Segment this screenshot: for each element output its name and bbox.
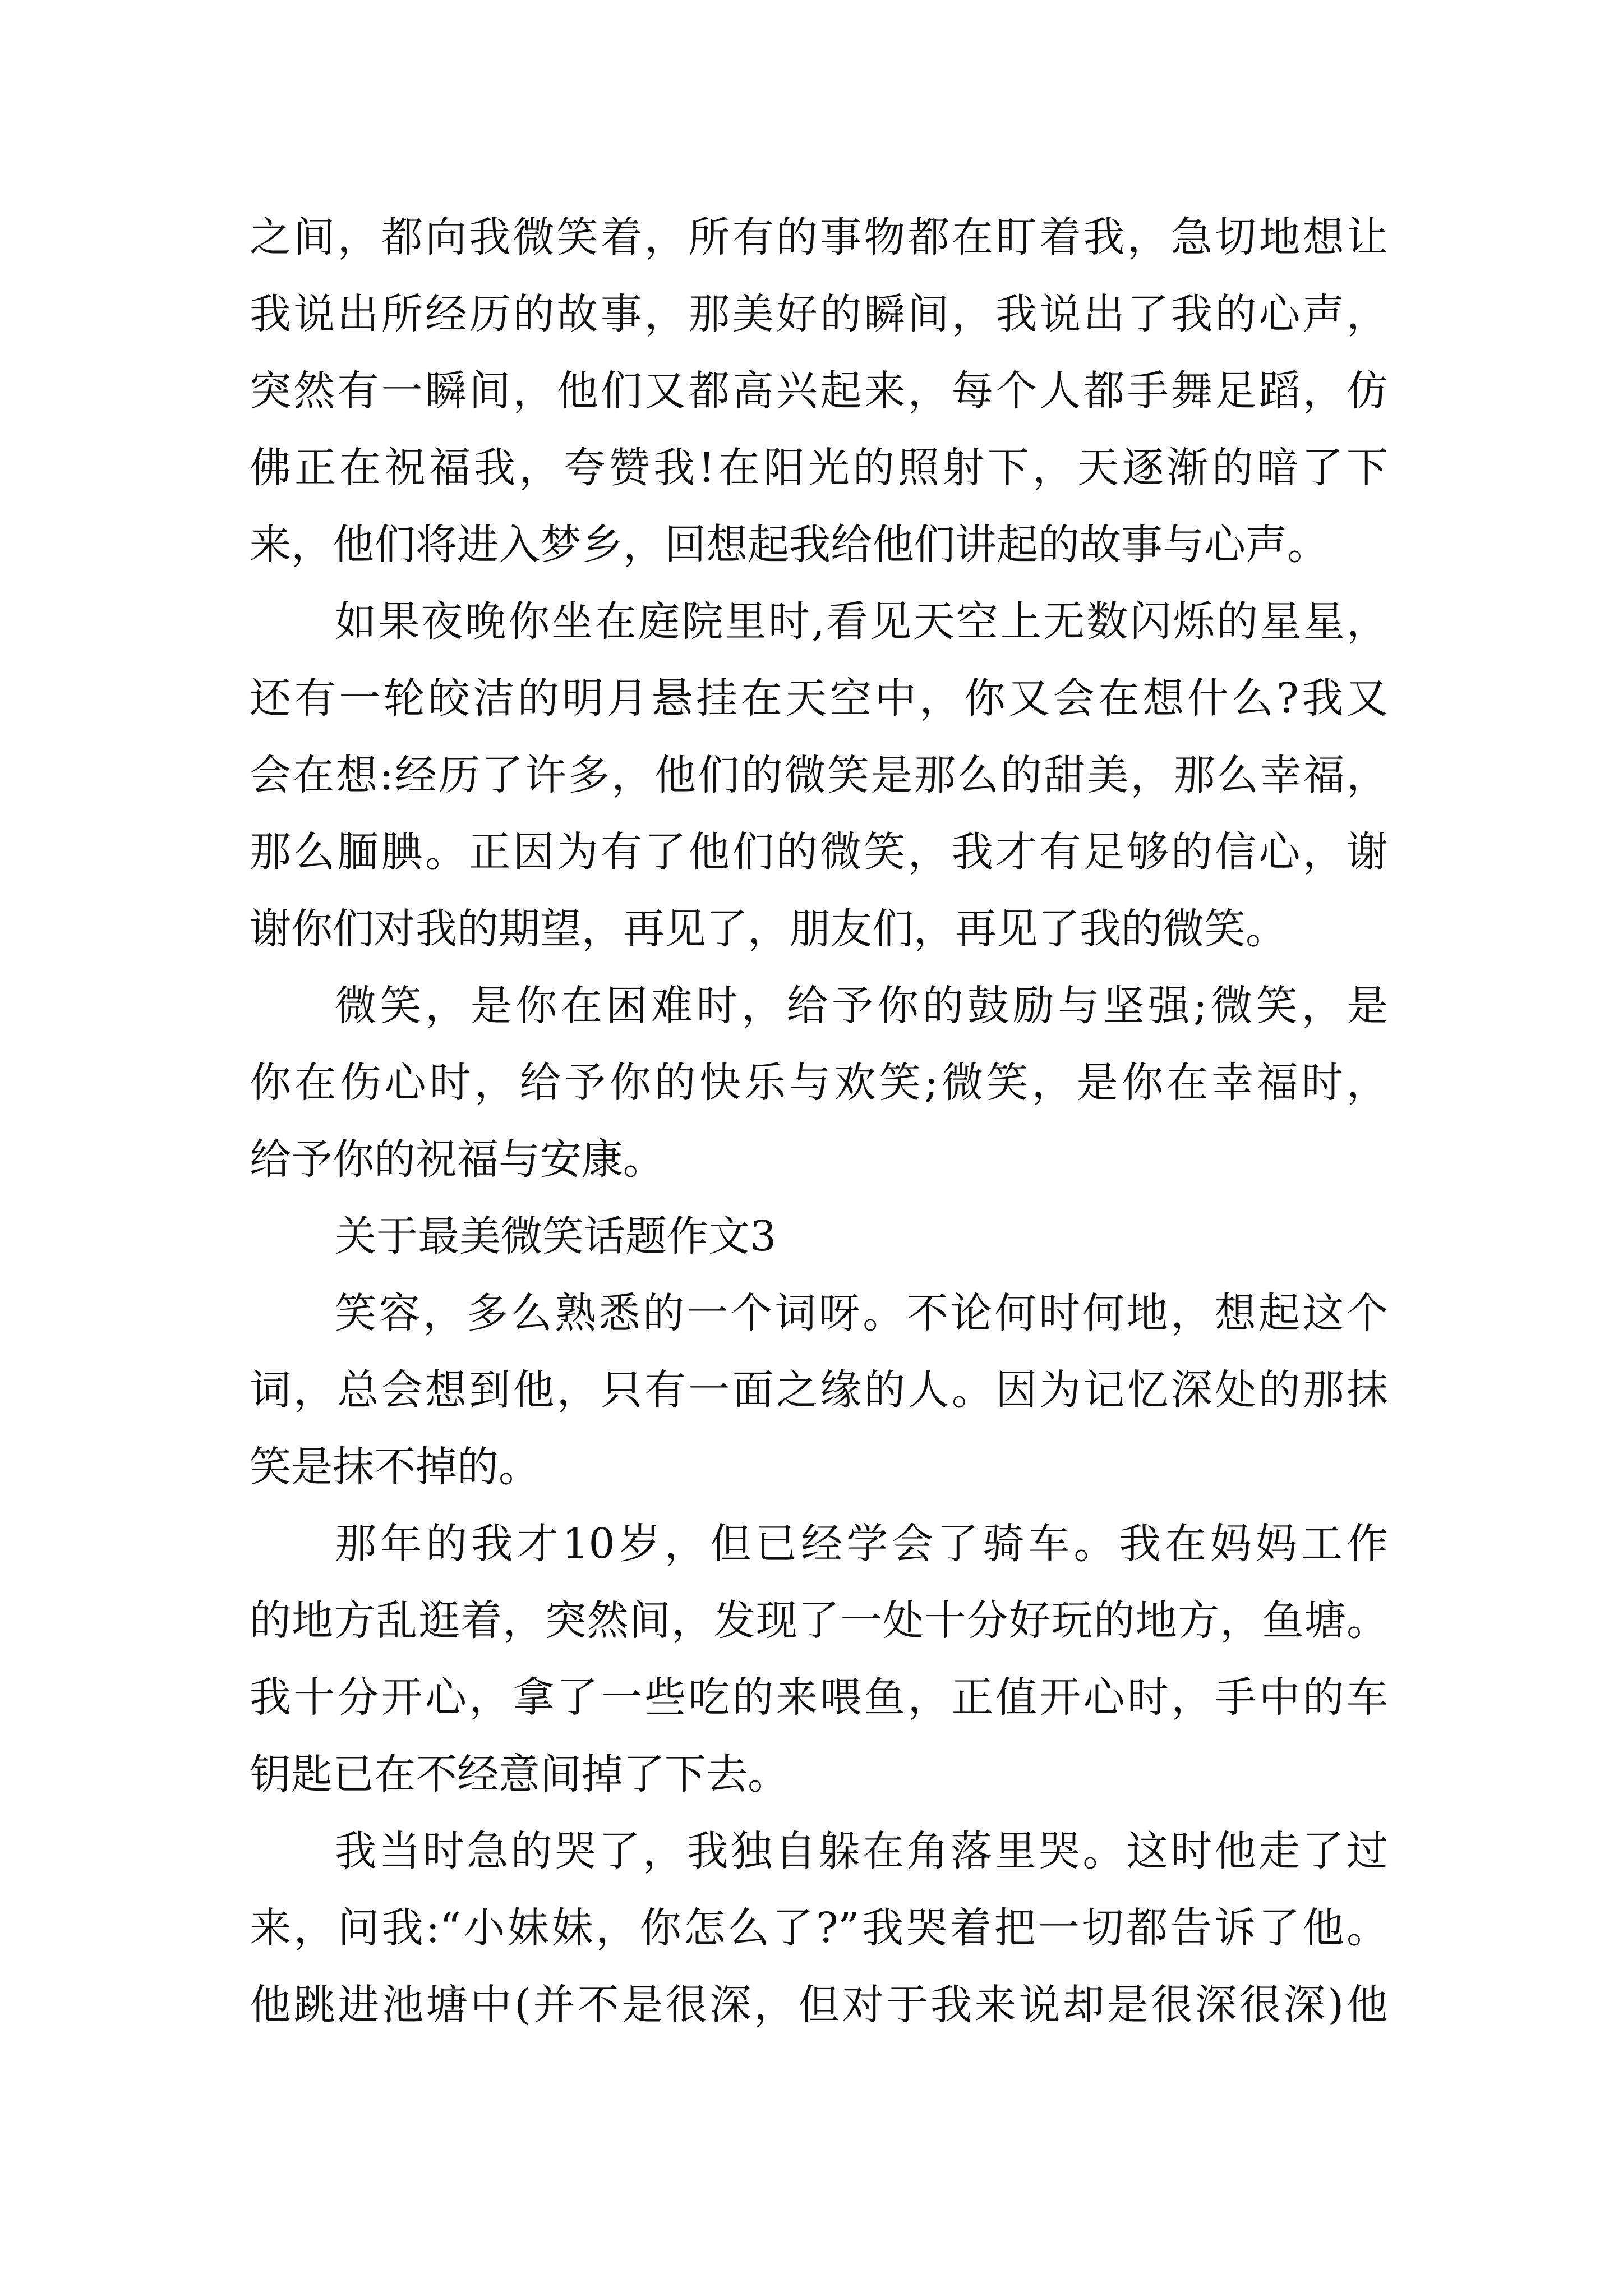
text-line: 谢你们对我的期望，再见了，朋友们，再见了我的微笑。 (250, 905, 1287, 953)
text-line: 来，问我:“小妹妹，你怎么了?”我哭着把一切都告诉了他。 (250, 1904, 1388, 1952)
text-line: 的地方乱逛着，突然间，发现了一处十分好玩的地方，鱼塘。 (250, 1596, 1388, 1645)
text-line: 笑是抹不掉的。 (250, 1443, 540, 1491)
text-line: 之间，都向我微笑着，所有的事物都在盯着我，急切地想让 (250, 213, 1388, 261)
document-body (250, 199, 1388, 2044)
text-line: 佛正在祝福我，夸赞我!在阳光的照射下，天逐渐的暗了下 (250, 444, 1388, 492)
text-line: 我十分开心，拿了一些吃的来喂鱼，正值开心时，手中的车 (250, 1673, 1388, 1722)
text-line: 词，总会想到他，只有一面之缘的人。因为记忆深处的那抹 (250, 1366, 1388, 1414)
paragraph-first-line: 那年的我才10岁，但已经学会了骑车。我在妈妈工作 (335, 1520, 1388, 1568)
text-line: 你在伤心时，给予你的快乐与欢笑;微笑，是你在幸福时， (250, 1059, 1388, 1107)
paragraph-first-line: 笑容，多么熟悉的一个词呀。不论何时何地，想起这个 (335, 1289, 1388, 1337)
text-line: 钥匙已在不经意间掉了下去。 (250, 1750, 789, 1798)
text-line: 我说出所经历的故事，那美好的瞬间，我说出了我的心声， (250, 290, 1388, 338)
text-line: 那么腼腆。正因为有了他们的微笑，我才有足够的信心，谢 (250, 828, 1388, 876)
text-line: 会在想:经历了许多，他们的微笑是那么的甜美，那么幸福， (250, 751, 1388, 799)
section-heading: 关于最美微笑话题作文3 (335, 1212, 777, 1260)
text-line: 来，他们将进入梦乡，回想起我给他们讲起的故事与心声。 (250, 521, 1329, 569)
text-line: 还有一轮皎洁的明月悬挂在天空中，你又会在想什么?我又 (250, 674, 1388, 723)
paragraph-first-line: 我当时急的哭了，我独自躲在角落里哭。这时他走了过 (335, 1827, 1388, 1875)
text-line: 他跳进池塘中(并不是很深，但对于我来说却是很深很深)他 (250, 1981, 1388, 2029)
text-line: 突然有一瞬间，他们又都高兴起来，每个人都手舞足蹈，仿 (250, 367, 1388, 415)
text-line: 给予你的祝福与安康。 (250, 1135, 665, 1184)
paragraph-first-line: 如果夜晚你坐在庭院里时,看见天空上无数闪烁的星星， (335, 597, 1388, 646)
paragraph-first-line: 微笑，是你在困难时，给予你的鼓励与坚强;微笑，是 (335, 982, 1388, 1030)
